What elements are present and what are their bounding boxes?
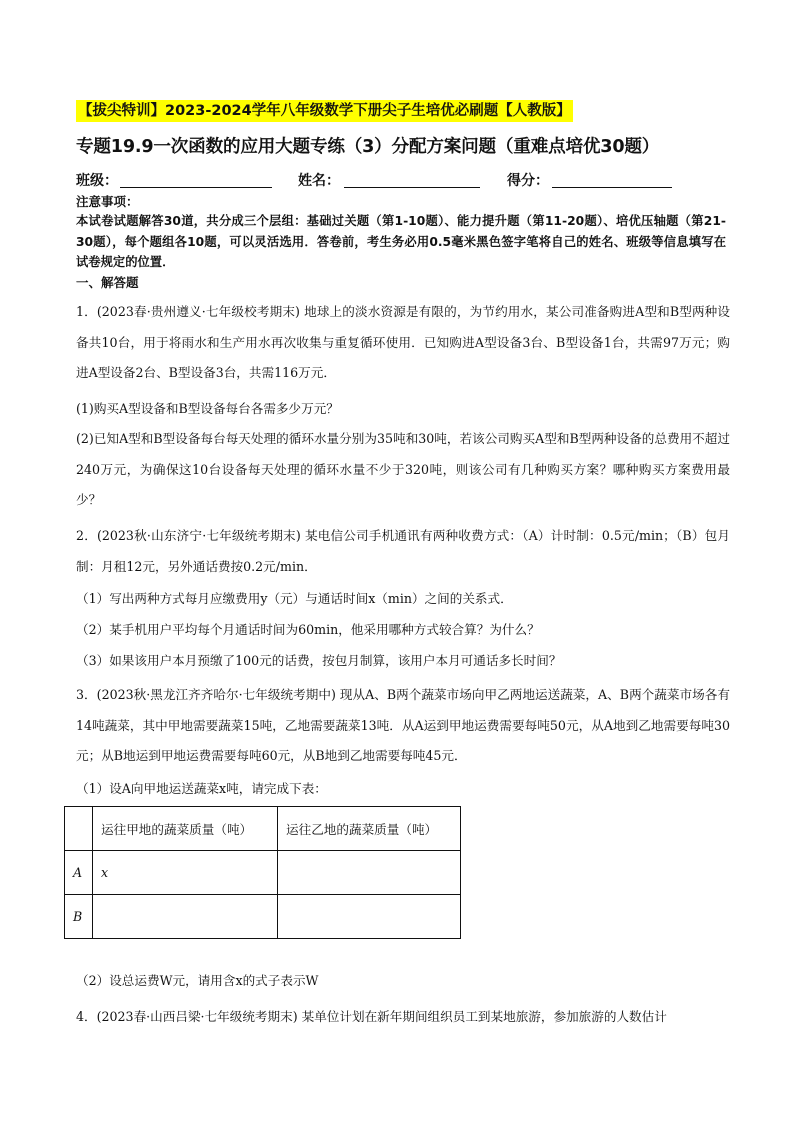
series-banner: 【拔尖特训】2023-2024学年八年级数学下册尖子生培优必刷题【人教版】 (76, 100, 573, 122)
table-header-cell: 运往甲地的蔬菜质量（吨） (93, 807, 278, 851)
page-title: 专题19.9一次函数的应用大题专练（3）分配方案问题（重难点培优30题） (76, 137, 660, 157)
q3-part2: （2）设总运费W元，请用含x的式子表示W (76, 973, 319, 988)
score-blank[interactable] (552, 187, 672, 188)
table-header-row (65, 807, 461, 851)
notes-title: 注意事项： (76, 194, 139, 209)
section-title: 一、解答题 (76, 275, 139, 290)
table-cell[interactable] (278, 851, 461, 895)
q3-table (64, 806, 461, 939)
table-cell[interactable]: x (93, 851, 278, 895)
table-row (65, 895, 461, 939)
student-info-row (76, 170, 716, 192)
table-row-label: B (65, 895, 93, 939)
notes-block (76, 193, 726, 273)
q3-part1: （1）设A向甲地运送蔬菜x吨，请完成下表： (76, 781, 327, 796)
class-blank[interactable] (120, 187, 272, 188)
q1-stem: 1．(2023春·贵州遵义·七年级校考期末) 地球上的淡水资源是有限的，为节约用水，某公司准备购进A型和B型两种设备共10台，用于将雨水和生产用水再次收集与重复循环使用．已知购进A型设备3台、B型设备1台，共需97万元；购进A型设备2台、B型设备3台，共需116万元． (76, 304, 730, 380)
table-header-cell (65, 807, 93, 851)
q2-part3: （3）如果该用户本月预缴了100元的话费，按包月制算，该用户本月可通话多长时间？ (76, 653, 562, 668)
q3-stem: 3．(2023秋·黑龙江齐齐哈尔·七年级统考期中) 现从A、B两个蔬菜市场向甲乙两地运送蔬菜，A、B两个蔬菜市场各有14吨蔬菜，其中甲地需要蔬菜15吨，乙地需要蔬菜13吨．从A运到甲地运费需要每吨50元，从A地到乙地需要每吨30元；从B地运到甲地运费需要每吨60元，从B地到乙地需要每吨45元． (76, 687, 730, 763)
q2-stem: 2．(2023秋·山东济宁·七年级统考期末) 某电信公司手机通讯有两种收费方式：（A）计时制：0.5元/min；（B）包月制：月租12元，另外通话费按0.2元/min． (76, 528, 730, 574)
name-blank[interactable] (344, 187, 480, 188)
q2-part2: （2）某手机用户平均每个月通话时间为60min，他采用哪种方式较合算？为什么？ (76, 622, 540, 637)
table-cell[interactable] (93, 895, 278, 939)
table-row (65, 851, 461, 895)
score-label: 得分： (507, 173, 549, 189)
q4-stem: 4．(2023春·山西吕梁·七年级统考期末) 某单位计划在新年期间组织员工到某地旅游，参加旅游的人数估计 (76, 1009, 667, 1024)
q1-part1: (1)购买A型设备和B型设备每台各需多少万元？ (76, 401, 339, 416)
table-header-cell: 运往乙地的蔬菜质量（吨） (278, 807, 461, 851)
notes-text: 本试卷试题解答30道，共分成三个层组：基础过关题（第1-10题）、能力提升题（第11-20题）、培优压轴题（第21-30题），每个题组各10题，可以灵活选用．答卷前，考生务必用0.5毫米黑色签字笔将自己的姓名、班级等信息填写在试卷规定的位置． (76, 214, 726, 269)
q1-part2: (2)已知A型和B型设备每台每天处理的循环水量分别为35吨和30吨，若该公司购买A型和B型两种设备的总费用不超过240万元，为确保这10台设备每天处理的循环水量不少于320吨，则该公司有几种购买方案？哪种购买方案费用最少？ (76, 431, 730, 507)
class-label: 班级： (76, 173, 118, 189)
name-label: 姓名： (298, 173, 340, 189)
table-cell[interactable] (278, 895, 461, 939)
q2-part1: （1）写出两种方式每月应缴费用y（元）与通话时间x（min）之间的关系式． (76, 591, 513, 606)
table-row-label: A (65, 851, 93, 895)
